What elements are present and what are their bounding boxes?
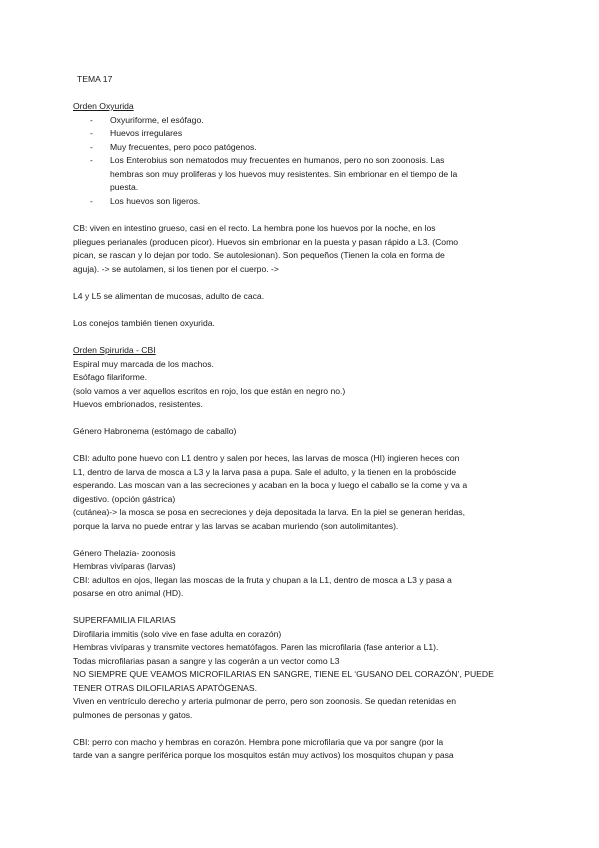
section-heading-habronema: Género Habronema (estómago de caballo) xyxy=(73,426,237,436)
list-bullet: - xyxy=(90,155,93,165)
paragraph-line: Los conejos también tienen oxyurida. xyxy=(73,318,215,328)
list-bullet: - xyxy=(90,128,93,138)
paragraph-line: digestivo. (opción gástrica) xyxy=(73,494,176,504)
list-item: Muy frecuentes, pero poco patógenos. xyxy=(110,142,257,152)
list-item: Huevos irregulares xyxy=(110,128,183,138)
paragraph-line: NO SIEMPRE QUE VEAMOS MICROFILARIAS EN SANGRE, TIENE EL ‘GUSANO DEL CORAZÓN’, PUEDE xyxy=(73,669,494,679)
list-item: Los Enterobius son nematodos muy frecuentes en humanos, pero no son zoonosis. Las xyxy=(110,155,445,165)
paragraph-line: L1, dentro de larva de mosca a L3 y la larva pasa a pupa. Sale el adulto, y la tienen en la probóscide xyxy=(73,467,457,477)
paragraph-line: aguja). -> se autolamen, si los tienen por el cuerpo. -> xyxy=(73,264,279,274)
paragraph-line: Esófago filariforme. xyxy=(73,372,148,382)
paragraph-line: Dirofilaria immitis (solo vive en fase adulta en corazón) xyxy=(73,629,282,639)
list-item: Oxyuriforme, el esófago. xyxy=(110,115,204,125)
paragraph-line: Viven en ventrículo derecho y arteria pulmonar de perro, pero son zoonosis. Se quedan retenidas en xyxy=(73,696,456,706)
paragraph-line: pliegues perianales (producen picor). Huevos sin embrionar en la puesta y pasan rápido a L3. (Como xyxy=(73,237,459,247)
paragraph-line: CB: viven en intestino grueso, casi en el recto. La hembra pone los huevos por la noche, en los xyxy=(73,223,436,233)
paragraph-line: Todas microfilarias pasan a sangre y las cogerán a un vector como L3 xyxy=(73,656,340,666)
section-heading-filarias: SUPERFAMILIA FILARIAS xyxy=(73,615,176,625)
paragraph-line: Espiral muy marcada de los machos. xyxy=(73,359,214,369)
section-heading-oxyurida: Orden Oxyurida xyxy=(73,101,134,111)
section-heading-thelazia: Género Thelazia- zoonosis xyxy=(73,548,176,558)
list-bullet: - xyxy=(90,142,93,152)
paragraph-line: L4 y L5 se alimentan de mucosas, adulto de caca. xyxy=(73,291,265,301)
list-item: Los huevos son ligeros. xyxy=(110,196,201,206)
paragraph-line: posarse en otro animal (HD). xyxy=(73,588,184,598)
paragraph-line: TENER OTRAS DILOFILARIAS APATÓGENAS. xyxy=(73,683,258,693)
paragraph-line: Hembras vivíparas (larvas) xyxy=(73,561,176,571)
paragraph-line: Hembras vivíparas y transmite vectores hematófagos. Paren las microfilaria (fase anterior a L1). xyxy=(73,642,439,652)
paragraph-line: esperando. Las moscan van a las secreciones y acaban en la boca y luego el caballo se la come y va a xyxy=(73,480,468,490)
section-heading-spirurida: Orden Spirurida - CBI xyxy=(73,345,156,355)
paragraph-line: pican, se rascan y lo dejan por todo. Se autolesionan). Son pequeños (Tienen la cola en forma de xyxy=(73,250,445,260)
paragraph-line: pulmones de personas y gatos. xyxy=(73,710,193,720)
page-title: TEMA 17 xyxy=(77,74,113,84)
paragraph-line: (solo vamos a ver aquellos escritos en rojo, los que están en negro no.) xyxy=(73,386,346,396)
paragraph-line: CBI: adulto pone huevo con L1 dentro y salen por heces, las larvas de mosca (HI) ingieren heces con xyxy=(73,453,460,463)
paragraph-line: CBI: adultos en ojos, llegan las moscas de la fruta y chupan a la L1, dentro de mosca a L3 y pasa a xyxy=(73,575,452,585)
paragraph-line: Huevos embrionados, resistentes. xyxy=(73,399,203,409)
list-bullet: - xyxy=(90,115,93,125)
list-item-continuation: puesta. xyxy=(110,182,139,192)
paragraph-line: porque la larva no puede entrar y las larvas se acaban muriendo (son autolimitantes). xyxy=(73,521,399,531)
list-bullet: - xyxy=(90,196,93,206)
paragraph-line: CBI: perro con macho y hembras en corazón. Hembra pone microfilaria que va por sangre (por la xyxy=(73,737,444,747)
paragraph-line: (cutánea)-> la mosca se posa en secreciones y deja depositada la larva. En la piel se generan heridas, xyxy=(73,507,465,517)
list-item-continuation: hembras son muy proliferas y los huevos muy resistentes. Sin embrionar en el tiempo de la xyxy=(110,169,458,179)
paragraph-line: tarde van a sangre periférica porque los mosquitos están muy activos) los mosquitos chupan y pasa xyxy=(73,750,454,760)
